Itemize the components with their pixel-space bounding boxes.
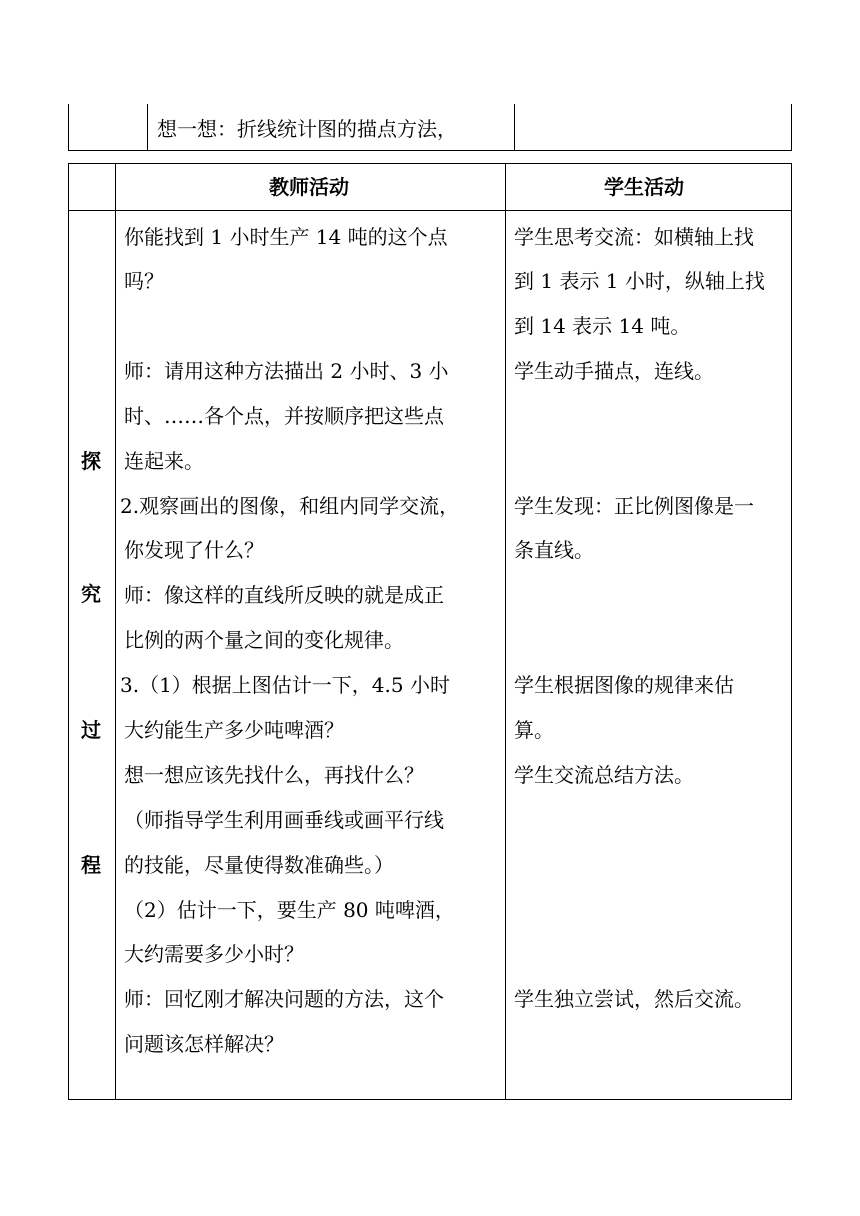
side-char-4: 程 [81, 853, 101, 877]
teacher-line: 时、……各个点，并按顺序把这些点 [124, 404, 444, 428]
teacher-line: 2.观察画出的图像，和组内同学交流， [120, 494, 460, 518]
teacher-line: 你能找到 1 小时生产 14 吨的这个点 [124, 225, 448, 249]
teacher-line: 师：像这样的直线所反映的就是成正 [124, 583, 444, 607]
teacher-line: 连起来。 [124, 449, 204, 473]
teacher-line: 想一想应该先找什么，再找什么？ [124, 763, 424, 787]
teacher-line: 问题该怎样解决？ [124, 1032, 284, 1056]
top-col-divider-2 [514, 104, 515, 151]
teacher-student-divider [505, 163, 506, 1100]
top-left-border [68, 104, 69, 151]
table-top-border [68, 163, 792, 164]
header-bottom-border [68, 210, 792, 211]
table-bottom-border [68, 1099, 792, 1100]
teacher-line: 大约能生产多少吨啤酒？ [124, 718, 344, 742]
teacher-line: 比例的两个量之间的变化规律。 [124, 628, 404, 652]
teacher-line: 大约需要多少小时？ [124, 942, 304, 966]
side-char-3: 过 [81, 718, 101, 742]
table-right-border [791, 163, 792, 1100]
student-line: 到 1 表示 1 小时，纵轴上找 [514, 269, 765, 293]
student-line: 学生交流总结方法。 [514, 763, 694, 787]
student-line: 学生独立尝试，然后交流。 [514, 987, 754, 1011]
teacher-line: （师指导学生利用画垂线或画平行线 [124, 808, 444, 832]
side-char-2: 究 [81, 582, 101, 606]
side-char-1: 探 [81, 449, 101, 473]
student-line: 学生根据图像的规律来估 [514, 673, 734, 697]
student-line: 条直线。 [514, 538, 594, 562]
student-line: 学生发现：正比例图像是一 [514, 494, 754, 518]
top-row-text: 想一想：折线统计图的描点方法， [157, 117, 457, 141]
teacher-line: 3.（1）根据上图估计一下，4.5 小时 [120, 673, 450, 697]
student-line: 学生动手描点，连线。 [514, 359, 714, 383]
student-activity-header: 学生活动 [604, 175, 684, 199]
top-bottom-border [68, 150, 792, 151]
teacher-line: 你发现了什么？ [124, 538, 264, 562]
teacher-line: 的技能，尽量使得数准确些。） [124, 853, 394, 877]
top-col-divider-1 [147, 104, 148, 151]
side-col-divider [115, 163, 116, 1100]
student-line: 到 14 表示 14 吨。 [514, 314, 691, 338]
student-line: 算。 [514, 718, 554, 742]
teacher-line: （2）估计一下，要生产 80 吨啤酒， [124, 898, 455, 922]
top-right-border [791, 104, 792, 151]
student-line: 学生思考交流：如横轴上找 [514, 225, 754, 249]
teacher-activity-header: 教师活动 [269, 175, 349, 199]
teacher-line: 吗？ [124, 269, 164, 293]
teacher-line: 师：请用这种方法描出 2 小时、3 小 [124, 359, 449, 383]
table-left-border [68, 163, 69, 1100]
teacher-line: 师：回忆刚才解决问题的方法，这个 [124, 987, 444, 1011]
